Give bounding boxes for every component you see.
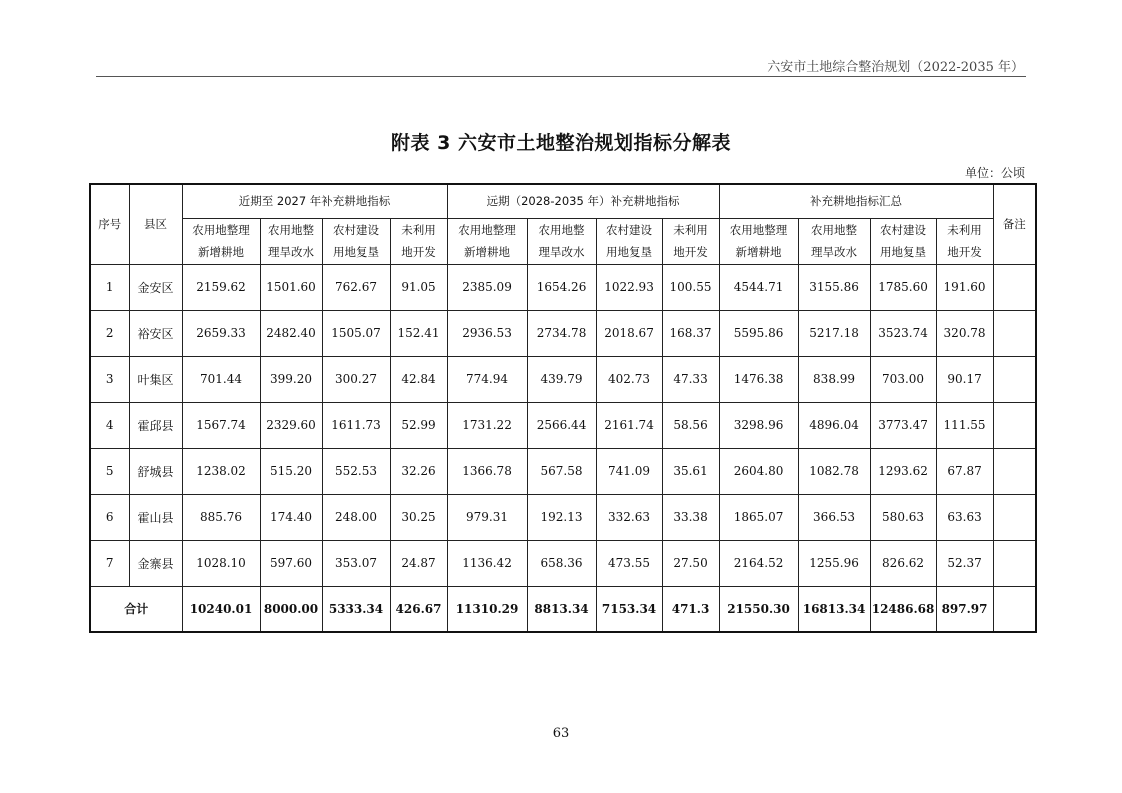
header-subcolumn-line1: 未利用: [947, 223, 982, 237]
row-value-cell: 90.17: [936, 356, 993, 402]
row-value-cell: 24.87: [390, 540, 447, 586]
row-value-cell: 2161.74: [596, 402, 662, 448]
row-seq: 2: [90, 310, 129, 356]
row-value-cell: 248.00: [322, 494, 390, 540]
row-value-cell: 1731.22: [447, 402, 527, 448]
header-subcolumn: [260, 218, 322, 264]
header-subcolumn: [322, 218, 390, 264]
row-value-cell: 33.38: [662, 494, 719, 540]
table-row: [90, 402, 1036, 448]
row-seq: 7: [90, 540, 129, 586]
header-subcolumn: [390, 218, 447, 264]
row-value-cell: 52.99: [390, 402, 447, 448]
row-value-cell: 826.62: [870, 540, 936, 586]
row-value-cell: 2604.80: [719, 448, 798, 494]
row-value-cell: 2936.53: [447, 310, 527, 356]
page-title: 附表 3 六安市土地整治规划指标分解表: [391, 132, 731, 154]
total-value-cell: 8813.34: [527, 586, 596, 632]
row-value-cell: 1293.62: [870, 448, 936, 494]
total-value-cell: 10240.01: [182, 586, 260, 632]
header-subcolumn-line2: 地开发: [673, 245, 708, 259]
header-long-term: 远期（2028-2035 年）补充耕地指标: [447, 184, 719, 218]
row-remark: [993, 402, 1036, 448]
row-value-cell: 774.94: [447, 356, 527, 402]
row-value-cell: 4896.04: [798, 402, 870, 448]
row-seq: 5: [90, 448, 129, 494]
header-subcolumn: [798, 218, 870, 264]
row-value-cell: 168.37: [662, 310, 719, 356]
row-value-cell: 42.84: [390, 356, 447, 402]
header-subcolumn-line2: 地开发: [401, 245, 436, 259]
row-value-cell: 1654.26: [527, 264, 596, 310]
row-remark: [993, 356, 1036, 402]
row-value-cell: 762.67: [322, 264, 390, 310]
header-subcolumn: [936, 218, 993, 264]
row-value-cell: 1082.78: [798, 448, 870, 494]
row-seq: 4: [90, 402, 129, 448]
row-value-cell: 192.13: [527, 494, 596, 540]
indicator-table: [89, 183, 1037, 633]
header-seq: 序号: [90, 184, 129, 264]
header-rule: [96, 76, 1026, 77]
header-subcolumn: [662, 218, 719, 264]
row-value-cell: 1865.07: [719, 494, 798, 540]
header-subcolumn-line1: 未利用: [673, 223, 708, 237]
header-subcolumn-line1: 农用地整: [811, 223, 858, 237]
table-row: [90, 310, 1036, 356]
header-subcolumn-line2: 用地复垦: [333, 245, 379, 259]
total-row: [90, 586, 1036, 632]
row-county: 霍邱县: [129, 402, 182, 448]
header-subcolumn: [870, 218, 936, 264]
total-value-cell: 5333.34: [322, 586, 390, 632]
row-value-cell: 658.36: [527, 540, 596, 586]
unit-label: 单位：公顷: [964, 166, 1025, 180]
row-value-cell: 191.60: [936, 264, 993, 310]
row-value-cell: 399.20: [260, 356, 322, 402]
row-value-cell: 2482.40: [260, 310, 322, 356]
row-value-cell: 552.53: [322, 448, 390, 494]
header-subcolumn: [719, 218, 798, 264]
total-value-cell: 16813.34: [798, 586, 870, 632]
row-value-cell: 91.05: [390, 264, 447, 310]
table-row: [90, 264, 1036, 310]
row-value-cell: 1022.93: [596, 264, 662, 310]
row-value-cell: 152.41: [390, 310, 447, 356]
row-county: 金安区: [129, 264, 182, 310]
row-value-cell: 741.09: [596, 448, 662, 494]
row-value-cell: 366.53: [798, 494, 870, 540]
row-value-cell: 3523.74: [870, 310, 936, 356]
row-value-cell: 52.37: [936, 540, 993, 586]
header-row-groups: [90, 184, 1036, 218]
row-value-cell: 1567.74: [182, 402, 260, 448]
row-value-cell: 439.79: [527, 356, 596, 402]
row-value-cell: 2164.52: [719, 540, 798, 586]
header-subcolumn-line1: 农村建设: [880, 223, 927, 237]
row-value-cell: 701.44: [182, 356, 260, 402]
header-subcolumn: [596, 218, 662, 264]
total-value-cell: 897.97: [936, 586, 993, 632]
header-subcolumn-line2: 新增耕地: [198, 245, 244, 259]
row-remark: [993, 494, 1036, 540]
header-row-subcolumns: [90, 218, 1036, 264]
row-value-cell: 3298.96: [719, 402, 798, 448]
row-value-cell: 5217.18: [798, 310, 870, 356]
row-value-cell: 63.63: [936, 494, 993, 540]
total-value-cell: 11310.29: [447, 586, 527, 632]
total-label: 合计: [90, 586, 182, 632]
header-subcolumn-line2: 理旱改水: [268, 245, 314, 259]
row-value-cell: 567.58: [527, 448, 596, 494]
total-value-cell: 7153.34: [596, 586, 662, 632]
header-subcolumn-line1: 农用地整: [538, 223, 585, 237]
row-value-cell: 580.63: [870, 494, 936, 540]
row-value-cell: 2159.62: [182, 264, 260, 310]
header-subcolumn: [182, 218, 260, 264]
row-county: 霍山县: [129, 494, 182, 540]
row-value-cell: 597.60: [260, 540, 322, 586]
row-remark: [993, 540, 1036, 586]
table-row: [90, 356, 1036, 402]
total-value-cell: 12486.68: [870, 586, 936, 632]
row-value-cell: 2385.09: [447, 264, 527, 310]
header-subcolumn-line1: 农用地整理: [729, 223, 788, 237]
header-subcolumn-line2: 理旱改水: [811, 245, 858, 259]
table-row: [90, 448, 1036, 494]
row-value-cell: 402.73: [596, 356, 662, 402]
table-body: [90, 264, 1036, 632]
header-county: 县区: [129, 184, 182, 264]
row-remark: [993, 310, 1036, 356]
page-number: 63: [552, 726, 570, 741]
header-subcolumn-line2: 用地复垦: [606, 245, 653, 259]
row-value-cell: 35.61: [662, 448, 719, 494]
row-value-cell: 111.55: [936, 402, 993, 448]
header-subcolumn-line1: 农用地整理: [192, 223, 250, 237]
row-value-cell: 1366.78: [447, 448, 527, 494]
row-value-cell: 1611.73: [322, 402, 390, 448]
header-summary: 补充耕地指标汇总: [719, 184, 993, 218]
row-value-cell: 515.20: [260, 448, 322, 494]
header-subcolumn-line2: 理旱改水: [538, 245, 585, 259]
row-value-cell: 332.63: [596, 494, 662, 540]
header-subcolumn-line1: 农村建设: [606, 223, 653, 237]
row-value-cell: 2329.60: [260, 402, 322, 448]
header-remarks: 备注: [993, 184, 1036, 264]
row-county: 舒城县: [129, 448, 182, 494]
row-county: 叶集区: [129, 356, 182, 402]
row-value-cell: 320.78: [936, 310, 993, 356]
row-value-cell: 703.00: [870, 356, 936, 402]
row-seq: 1: [90, 264, 129, 310]
row-value-cell: 300.27: [322, 356, 390, 402]
header-subcolumn-line1: 未利用: [401, 223, 436, 237]
row-value-cell: 885.76: [182, 494, 260, 540]
row-value-cell: 1238.02: [182, 448, 260, 494]
row-value-cell: 67.87: [936, 448, 993, 494]
header-subcolumn-line1: 农用地整理: [458, 223, 516, 237]
header-subcolumn: [527, 218, 596, 264]
row-value-cell: 473.55: [596, 540, 662, 586]
row-value-cell: 979.31: [447, 494, 527, 540]
header-subcolumn-line2: 新增耕地: [735, 245, 782, 259]
table-row: [90, 540, 1036, 586]
total-value-cell: 426.67: [390, 586, 447, 632]
row-value-cell: 2734.78: [527, 310, 596, 356]
total-value-cell: 21550.30: [719, 586, 798, 632]
row-value-cell: 58.56: [662, 402, 719, 448]
header-subcolumn-line2: 地开发: [947, 245, 982, 259]
row-value-cell: 27.50: [662, 540, 719, 586]
row-value-cell: 1501.60: [260, 264, 322, 310]
row-remark: [993, 448, 1036, 494]
row-value-cell: 1255.96: [798, 540, 870, 586]
row-value-cell: 838.99: [798, 356, 870, 402]
row-remark: [993, 264, 1036, 310]
row-value-cell: 5595.86: [719, 310, 798, 356]
row-value-cell: 2659.33: [182, 310, 260, 356]
row-value-cell: 1028.10: [182, 540, 260, 586]
header-subcolumn-line1: 农用地整: [268, 223, 314, 237]
row-value-cell: 1136.42: [447, 540, 527, 586]
row-seq: 6: [90, 494, 129, 540]
row-value-cell: 32.26: [390, 448, 447, 494]
row-value-cell: 2018.67: [596, 310, 662, 356]
row-seq: 3: [90, 356, 129, 402]
row-value-cell: 100.55: [662, 264, 719, 310]
header-subcolumn-line2: 新增耕地: [464, 245, 511, 259]
row-value-cell: 174.40: [260, 494, 322, 540]
header-subcolumn-line1: 农村建设: [333, 223, 379, 237]
table-row: [90, 494, 1036, 540]
total-value-cell: 471.3: [662, 586, 719, 632]
total-value-cell: 8000.00: [260, 586, 322, 632]
row-value-cell: 4544.71: [719, 264, 798, 310]
row-value-cell: 1505.07: [322, 310, 390, 356]
header-subcolumn-line2: 用地复垦: [880, 245, 927, 259]
header-near-term: 近期至 2027 年补充耕地指标: [182, 184, 447, 218]
row-value-cell: 3773.47: [870, 402, 936, 448]
row-value-cell: 353.07: [322, 540, 390, 586]
row-value-cell: 2566.44: [527, 402, 596, 448]
running-header: 六安市土地综合整治规划（2022-2035 年）: [767, 60, 1024, 75]
row-county: 金寨县: [129, 540, 182, 586]
row-value-cell: 1785.60: [870, 264, 936, 310]
total-remark: [993, 586, 1036, 632]
row-value-cell: 1476.38: [719, 356, 798, 402]
row-value-cell: 3155.86: [798, 264, 870, 310]
header-subcolumn: [447, 218, 527, 264]
row-value-cell: 47.33: [662, 356, 719, 402]
row-value-cell: 30.25: [390, 494, 447, 540]
row-county: 裕安区: [129, 310, 182, 356]
